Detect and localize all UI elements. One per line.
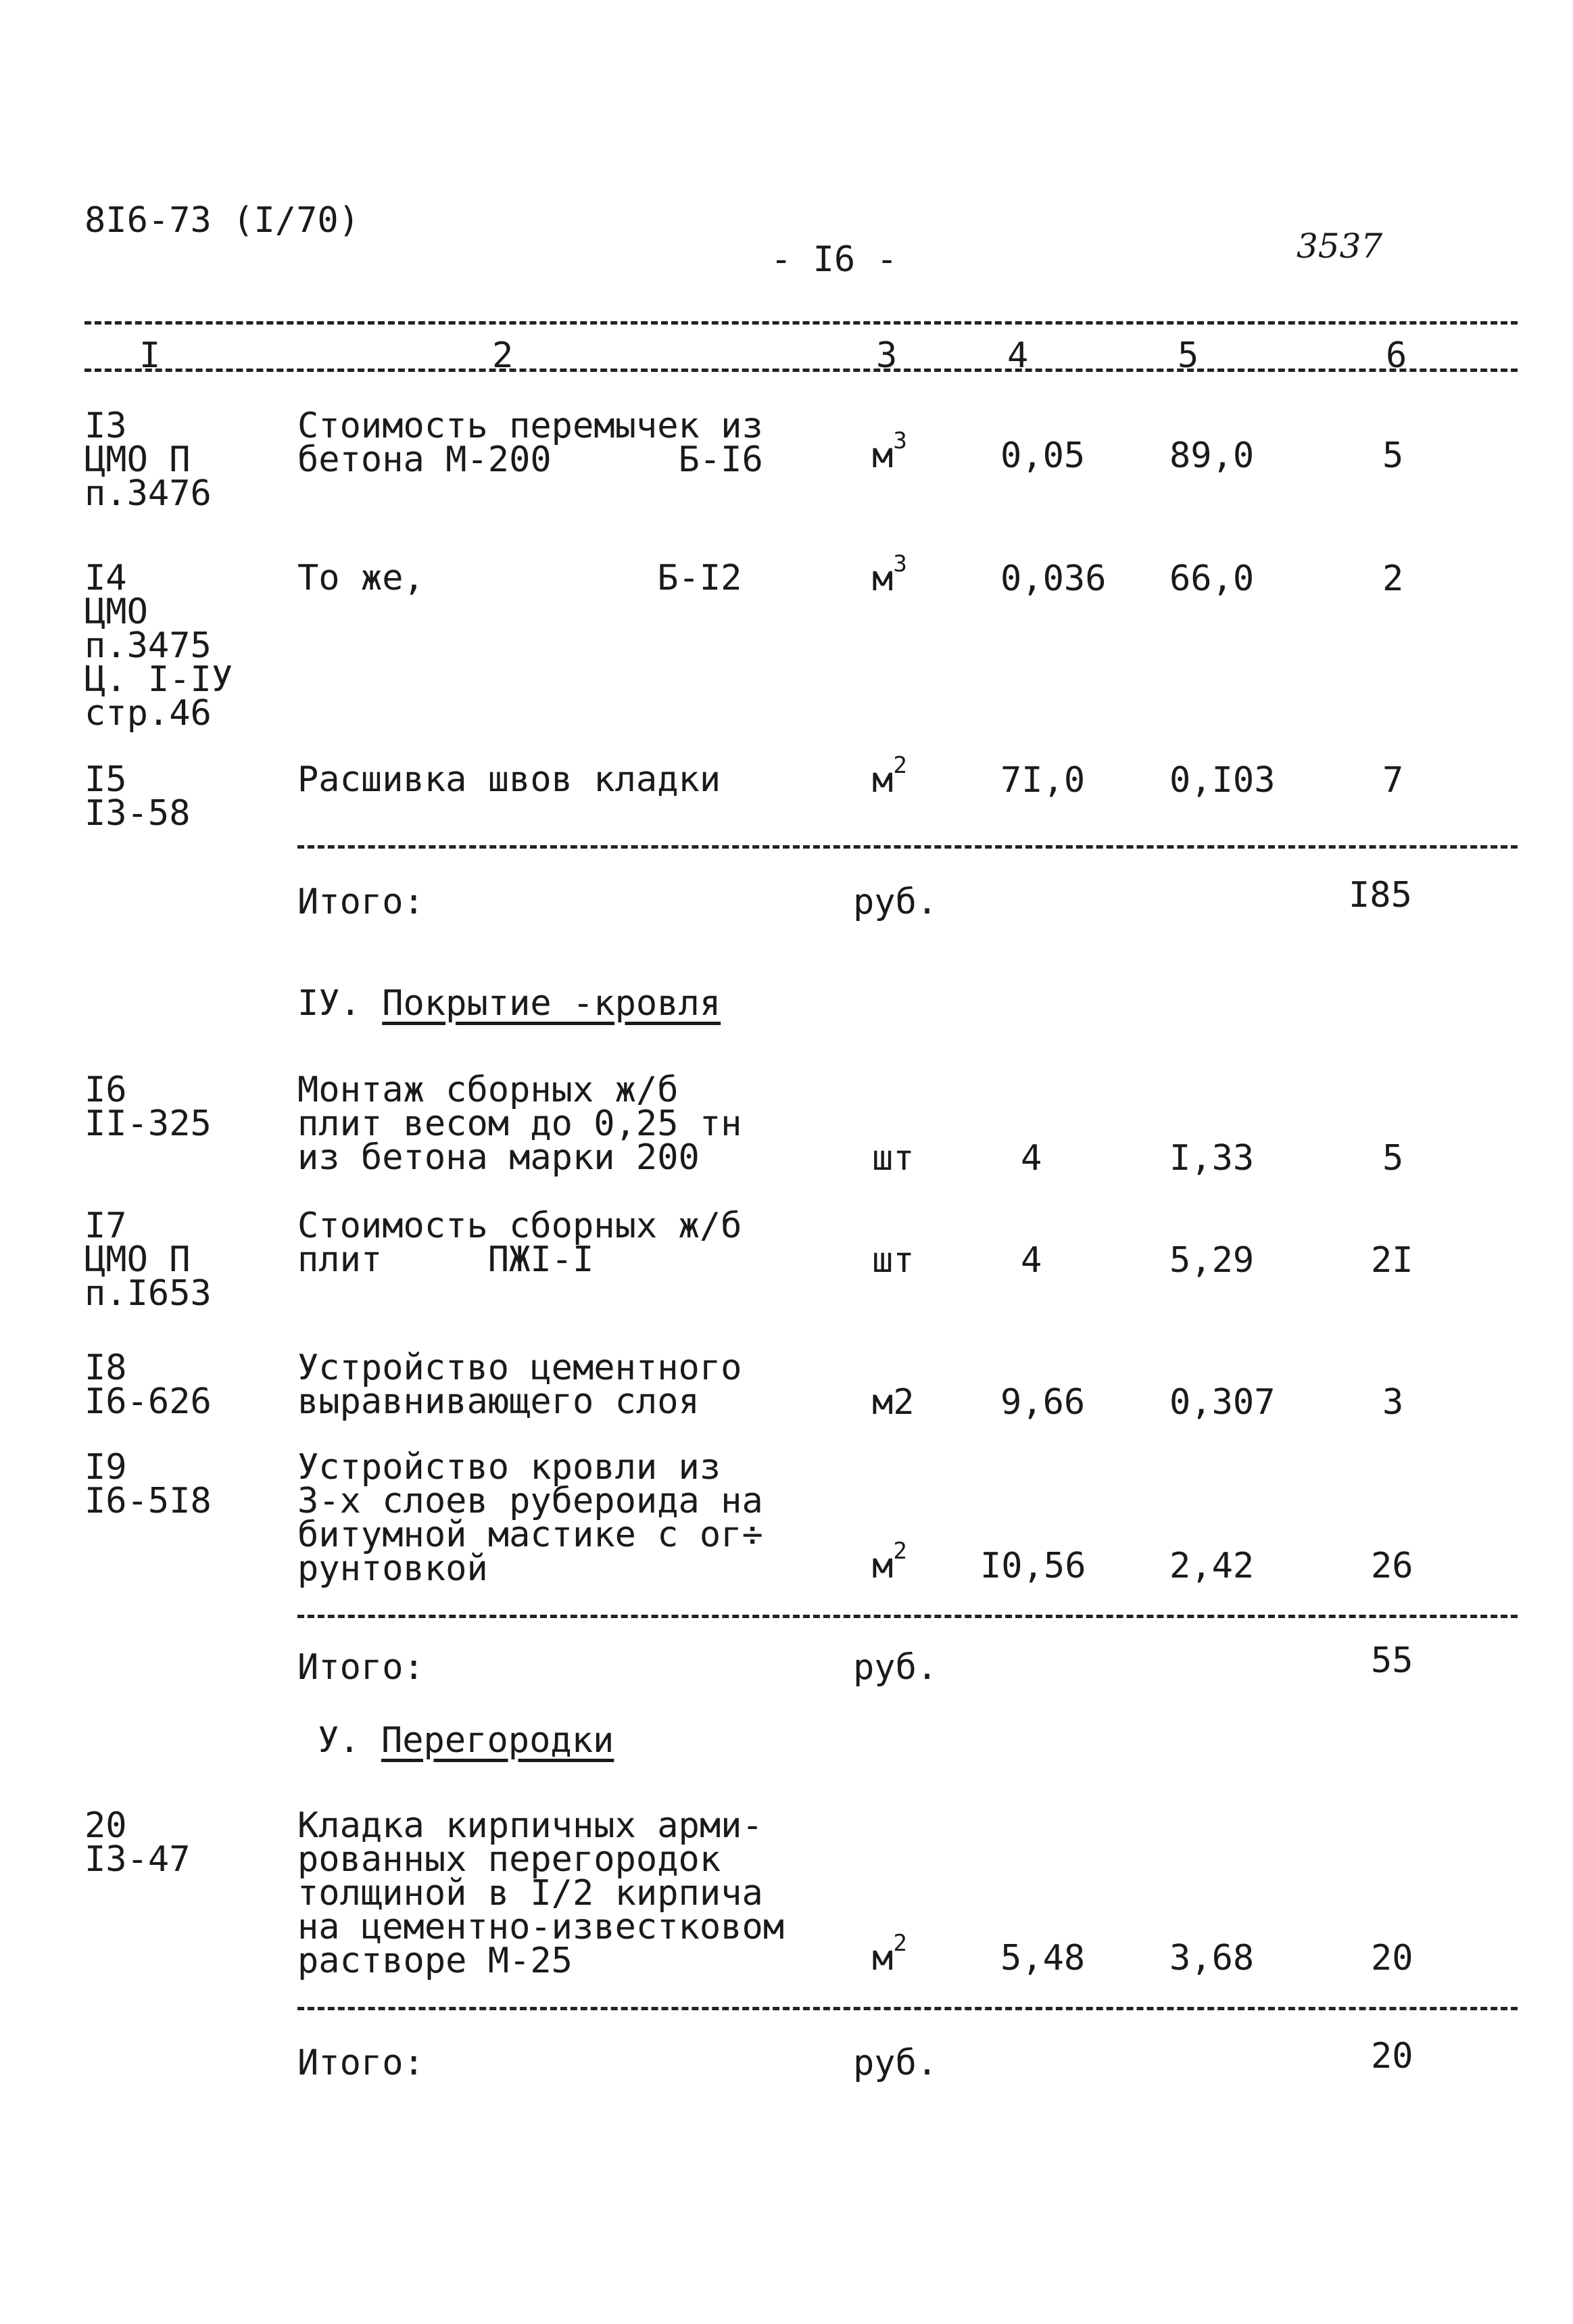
document-code: 8I6-73 (I/70) [84, 200, 360, 241]
section-heading: У. Перегородки [318, 1720, 614, 1761]
row-price: I,33 [1169, 1138, 1255, 1179]
row-price: 2,42 [1169, 1546, 1255, 1586]
row-quantity: I0,56 [980, 1546, 1086, 1586]
row-price: 0,307 [1169, 1382, 1276, 1423]
row-description: Кладка кирпичных арми- рованных перегородок толщиной в I/2 кирпича на цементно-известковом растворе М-25 [297, 1805, 785, 1981]
row-price: 0,I03 [1169, 760, 1276, 801]
row-total: 5 [1382, 1138, 1404, 1179]
row-description: Устройство цементного выравнивающего слоя [297, 1348, 742, 1422]
row-quantity: 0,05 [1000, 435, 1086, 476]
row-description: Стоимость сборных ж/б плит ПЖI-I [297, 1206, 742, 1280]
subtotal-label: Итого: [297, 1647, 425, 1688]
column-header-1: I [139, 335, 161, 376]
column-header-2: 2 [492, 335, 514, 376]
subtotal-value: 20 [1371, 2036, 1413, 2077]
row-price: 3,68 [1169, 1938, 1255, 1978]
row-total: 3 [1382, 1382, 1404, 1423]
row-quantity: 0,036 [1000, 559, 1107, 599]
header-divider-top [84, 321, 1518, 325]
column-header-5: 5 [1178, 335, 1199, 376]
row-quantity: 5,48 [1000, 1938, 1086, 1978]
row-code: I9 I6-5I8 [84, 1447, 212, 1521]
row-code: I3 ЦМО П п.3476 [84, 406, 212, 514]
column-header-6: 6 [1386, 335, 1407, 376]
row-code: I6 II-325 [84, 1070, 212, 1144]
row-quantity: 7I,0 [1000, 760, 1086, 801]
row-quantity: 9,66 [1000, 1382, 1086, 1423]
page-number: - I6 - [771, 239, 898, 280]
subtotal-value: I85 [1349, 875, 1412, 916]
subtotal-divider [297, 2007, 1518, 2010]
row-quantity: 4 [1021, 1138, 1042, 1179]
row-code: I4 ЦМО п.3475 Ц. I-IУ стр.46 [84, 558, 233, 734]
row-code: I8 I6-626 [84, 1348, 212, 1422]
subtotal-unit: руб. [853, 1647, 938, 1688]
row-unit: $м^3$ [872, 550, 907, 599]
section-heading: IУ. Покрытие -кровля [297, 983, 721, 1024]
row-description: Устройство кровли из 3-х слоев рубероида на битумной мастике с ог÷ рунтовкой [297, 1447, 763, 1589]
row-description: Стоимость перемычек из бетона М-200 Б-I6 [297, 406, 763, 480]
row-price: 66,0 [1169, 559, 1255, 599]
row-total: 26 [1371, 1546, 1413, 1586]
row-price: 89,0 [1169, 435, 1255, 476]
subtotal-unit: руб. [853, 882, 938, 922]
subtotal-label: Итого: [297, 2043, 425, 2083]
row-unit: $м^2$ [872, 1930, 907, 1978]
row-description: То же, Б-I2 [297, 558, 742, 598]
row-code: I7 ЦМО П п.I653 [84, 1206, 212, 1314]
row-description: Расшивка швов кладки [297, 759, 721, 800]
stamp-number: 3537 [1297, 227, 1383, 266]
row-description: Монтаж сборных ж/б плит весом до 0,25 тн из бетона марки 200 [297, 1070, 742, 1178]
row-unit: шт [872, 1240, 915, 1281]
row-total: 5 [1382, 435, 1404, 476]
row-code: 20 I3-47 [84, 1805, 191, 1880]
row-total: 2 [1382, 559, 1404, 599]
row-total: 2I [1371, 1240, 1413, 1281]
row-total: 7 [1382, 760, 1404, 801]
subtotal-label: Итого: [297, 882, 425, 922]
subtotal-value: 55 [1371, 1640, 1413, 1681]
row-quantity: 4 [1021, 1240, 1042, 1281]
row-unit: шт [872, 1138, 915, 1179]
subtotal-divider [297, 1615, 1518, 1618]
row-total: 20 [1371, 1938, 1413, 1978]
row-unit: $м^2$ [872, 752, 907, 801]
row-unit: $м^2$ [872, 1538, 907, 1586]
row-unit: м2 [872, 1382, 915, 1423]
column-header-4: 4 [1007, 335, 1029, 376]
column-header-3: 3 [876, 335, 898, 376]
subtotal-divider [297, 845, 1518, 849]
row-code: I5 I3-58 [84, 759, 191, 834]
row-unit: $м^3$ [872, 427, 907, 476]
header-divider-bottom [84, 369, 1518, 372]
subtotal-unit: руб. [853, 2043, 938, 2083]
row-price: 5,29 [1169, 1240, 1255, 1281]
